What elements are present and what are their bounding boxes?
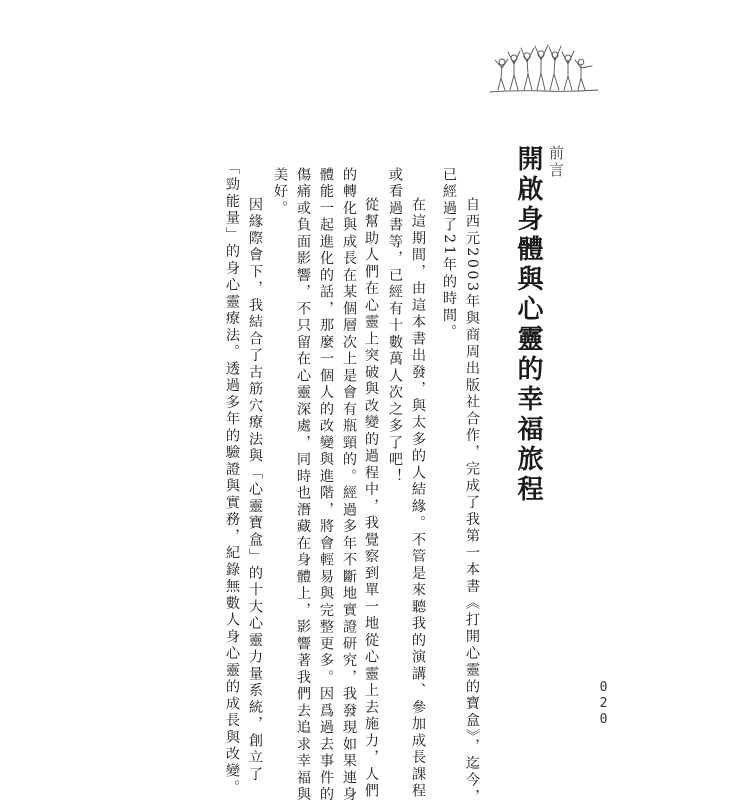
body-line: 從幫助人們在心靈上突破與改變的過程中，我覺察到單一地從心靈上去施力，人們 xyxy=(363,197,379,800)
body-line: 的轉化與成長在某個層次上是會有瓶頸的。經過多年不斷地實證研究，我發現如果連身 xyxy=(341,167,357,804)
chapter-title: 開啟身體與心靈的幸福旅程 xyxy=(513,145,543,505)
body-line: 在這期間，由這本書出發，與太多的人結緣。不管是來聽我的演講、參加成長課程 xyxy=(410,197,426,800)
body-line: 「勁能量」的身心靈療法。透過多年的驗證與實務，紀錄無數人身心靈的成長與改變。 xyxy=(224,160,240,797)
body-line: 美好。 xyxy=(272,167,288,218)
section-label: 前言 xyxy=(547,145,565,179)
body-line: 已經過了21年的時間。 xyxy=(441,167,457,341)
body-line: 或看過書等，已經有十數萬人次之多了吧！ xyxy=(387,167,403,486)
page-number: 020 xyxy=(596,680,611,728)
people-celebrating-illustration xyxy=(488,40,600,98)
body-line: 傷痛或負面影響，不只留在心靈深處，同時也潛藏在身體上，影響著我們去追求幸福與 xyxy=(295,167,311,804)
body-line: 自西元2003年與商周出版社合作，完成了我第一本書《打開心靈的寶盒》，迄今， xyxy=(464,197,480,806)
body-line: 因緣際會下，我結合了古筋穴療法與「心靈寶盒」的十大心靈力量系統，創立了 xyxy=(247,197,263,784)
body-line: 體能一起進化的話，那麼一個人的改變與進階，將會輕易與完整更多。因爲過去事件的 xyxy=(318,167,334,804)
